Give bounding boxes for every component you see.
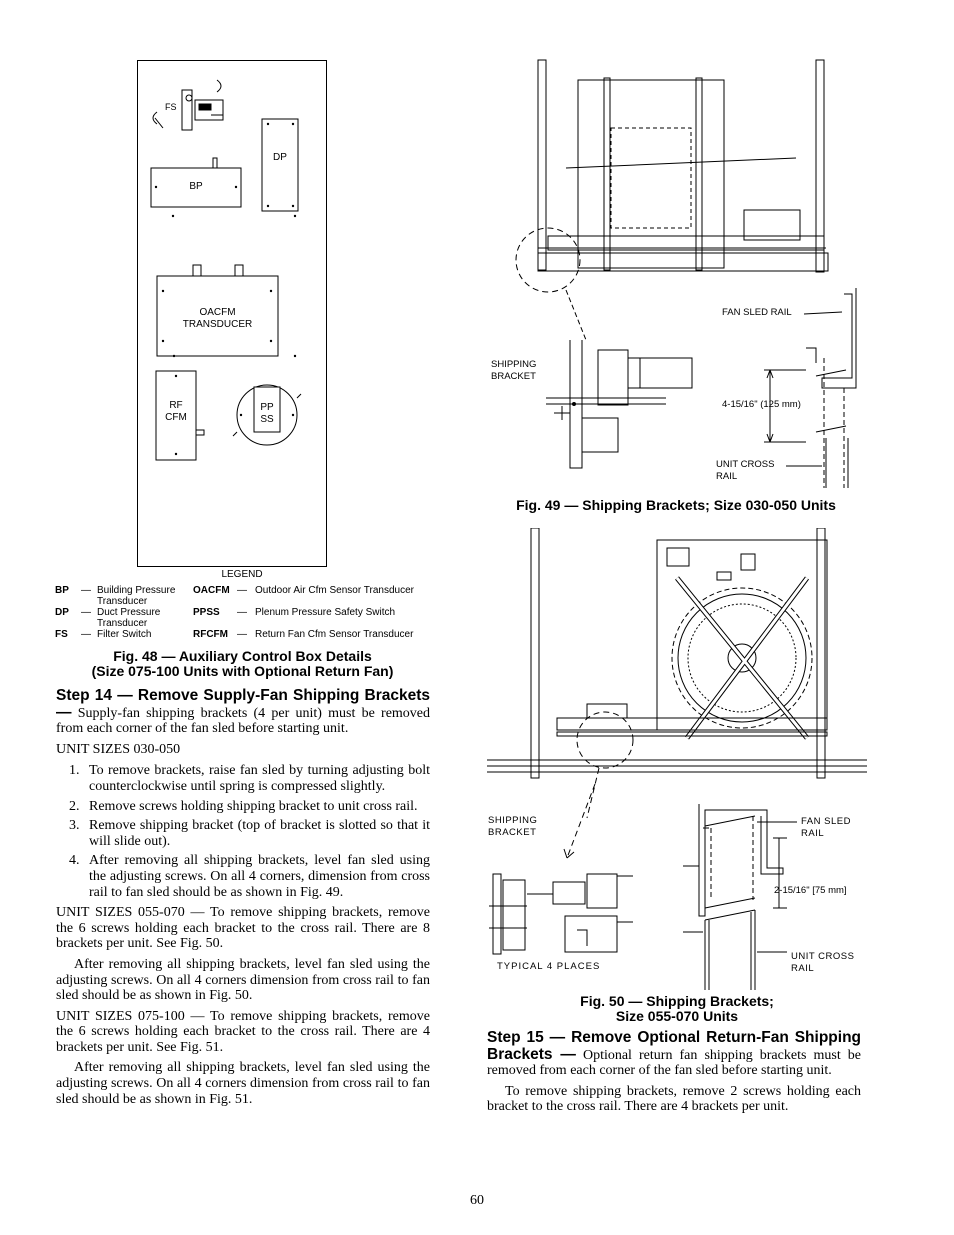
rfcfm-label: RF CFM (165, 400, 187, 423)
fig50-dimension-label: 2-15/16" [75 mm] (774, 885, 847, 896)
step15-heading: Step 15 — Remove Optional Return-Fan Shipping Brackets — (487, 1029, 861, 1063)
step14-sizes-a: UNIT SIZES 030-050 (56, 741, 181, 757)
fig48-legend (55, 585, 430, 640)
dp-label: DP (273, 152, 287, 163)
list-item: 4. After removing all shipping brackets, level fan sled using the adjusting screws. On all 4 corners, dimension from cross rail to fan sled should be as shown in Fig. 49. (69, 853, 430, 900)
ppss-label: PP SS (260, 402, 274, 425)
step14-p2: After removing all shipping brackets, level fan sled using the adjusting screws. On all 4 corners dimension from cross rail to fan sled should be as shown in Fig. 50. (56, 956, 430, 1004)
fig50-unit-cross-rail-label: UNIT CROSS RAIL (791, 951, 855, 974)
list-item: 3. Remove shipping bracket (top of bracket is slotted so that it will slide out). (69, 818, 430, 849)
oacfm-label: OACFM TRANSDUCER (182, 307, 253, 330)
fig49-fan-sled-rail-label: FAN SLED RAIL (722, 307, 792, 318)
list-item: 2. Remove screws holding shipping bracket to unit cross rail. (69, 798, 418, 814)
fig50-typical-label: TYPICAL 4 PLACES (497, 961, 601, 972)
step15-p1: To remove shipping brackets, remove 2 screws holding each bracket to the cross rail. There are 4 brackets per unit. (487, 1083, 861, 1115)
list-item: 1. To remove brackets, raise fan sled by turning adjusting bolt counterclockwise until spring is compressed slightly. (69, 763, 430, 794)
fig48-legend-title: LEGEND (221, 569, 263, 580)
fig50-caption: Fig. 50 — Shipping Brackets; Size 055-070 Units (580, 993, 774, 1024)
svg-text:FS: FS (165, 102, 177, 112)
fig48-caption: Fig. 48 — Auxiliary Control Box Details (Size 075-100 Units with Optional Return Fan) (91, 648, 394, 679)
step14-intro: Step 14 — Remove Supply-Fan Shipping Brackets — Supply-fan shipping brackets (4 per unit) must be removed from each corner of the fan sled before starting unit. (56, 687, 431, 737)
fig49-unit-cross-rail-label: UNIT CROSS RAIL (716, 459, 775, 482)
fig49-shipping-bracket-label: SHIPPING BRACKET (491, 359, 537, 382)
legend-row: FS — Filter Switch RFCFM — Return Fan Cfm Sensor Transducer (55, 629, 414, 640)
bp-label: BP (189, 181, 203, 192)
fig48-diagram (137, 60, 327, 567)
fig50-shipping-bracket-label: SHIPPING BRACKET (488, 815, 538, 838)
fig49-diagram (486, 58, 866, 498)
step14-p4: After removing all shipping brackets, level fan sled using the adjusting screws. On all 4 corners dimension from cross rail to fan sled should be as shown in Fig. 51. (56, 1060, 430, 1107)
filter-switch-drawing (153, 80, 223, 130)
legend-row: DP — Duct Pressure Transducer PPSS — Plenum Pressure Safety Switch (55, 607, 396, 629)
fig50-diagram (487, 528, 867, 990)
step15-section (487, 1030, 861, 1115)
step14-p1: UNIT SIZES 055-070 — To remove shipping brackets, remove the 6 screws holding each bracket to the cross rail. There are 8 brackets per unit. See Fig. 50. (56, 905, 430, 952)
fig49-dimension-label: 4-15/16" (125 mm) (722, 399, 801, 410)
step14-p3: UNIT SIZES 075-100 — To remove shipping brackets, remove the 6 screws holding each bracket to the cross rail. There are 4 brackets per unit. See Fig. 51. (56, 1008, 430, 1055)
step15-intro: Step 15 — Remove Optional Return-Fan Shipping Brackets — Optional return fan shipping brackets must be removed from each corner of the fan sled before starting unit. (487, 1029, 862, 1079)
step14-heading: Step 14 — Remove Supply-Fan Shipping Brackets — (56, 687, 430, 721)
legend-row: BP — Building Pressure Transducer OACFM — Outdoor Air Cfm Sensor Transducer (55, 585, 414, 607)
fig49-caption: Fig. 49 — Shipping Brackets; Size 030-050 Units (516, 497, 836, 513)
page-number: 60 (470, 1193, 484, 1208)
step14-list (56, 763, 430, 900)
step14-section (56, 688, 430, 1107)
fig50-fan-sled-rail-label: FAN SLED RAIL (801, 816, 851, 839)
